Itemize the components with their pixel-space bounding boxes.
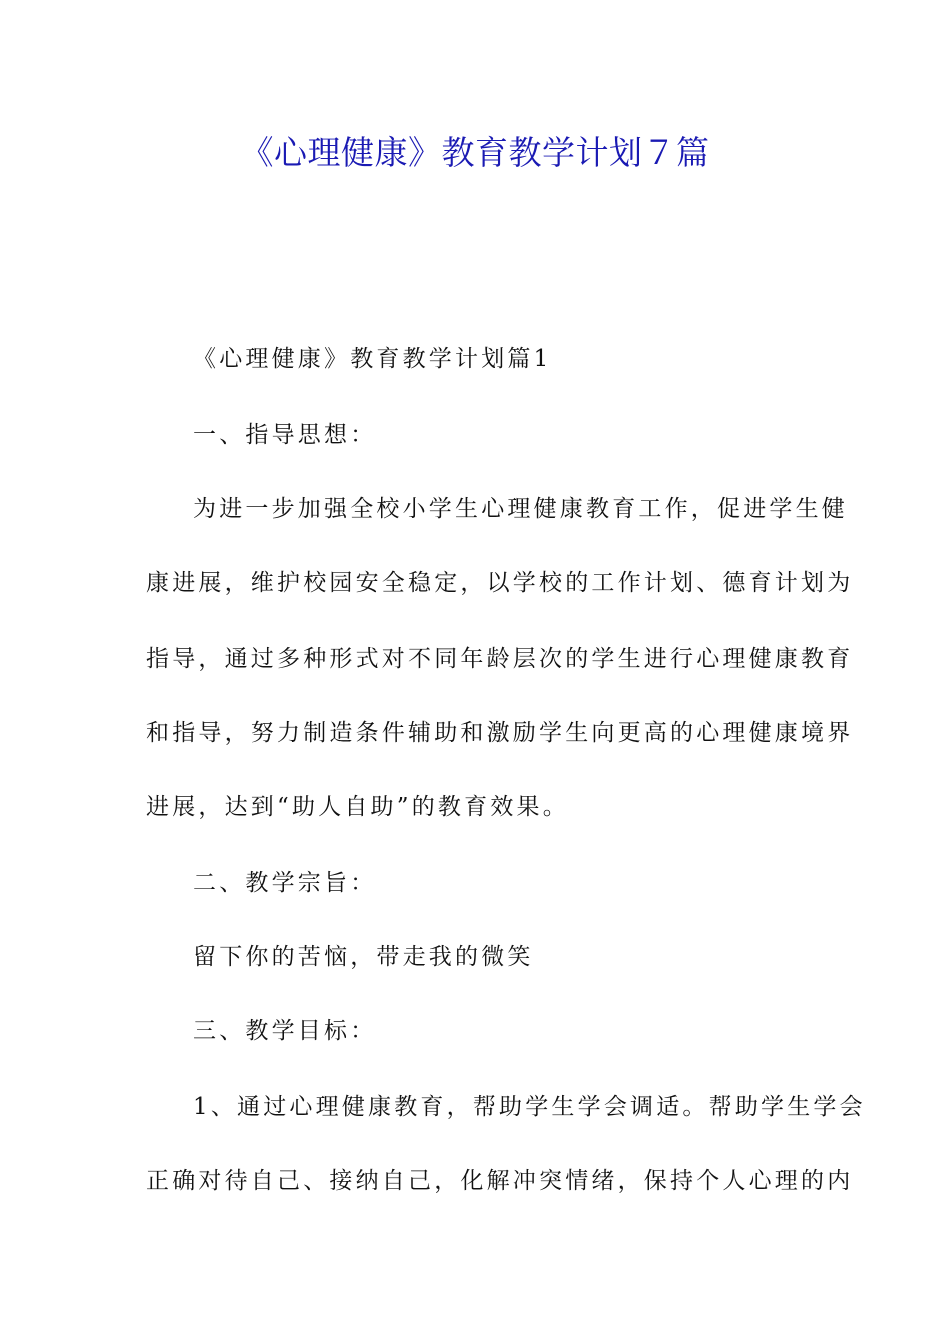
para3-line-2: 正确对待自己、接纳自己，化解冲突情绪，保持个人心理的内: [146, 1168, 854, 1194]
para1-line-4: 和指导，努力制造条件辅助和激励学生向更高的心理健康境界: [146, 720, 854, 746]
para1-line-1: 为进一步加强全校小学生心理健康教育工作，促进学生健: [193, 496, 848, 522]
para3-line-1: 1、通过心理健康教育，帮助学生学会调适。帮助学生学会: [193, 1094, 866, 1120]
para1-line-5: 进展，达到“助人自助”的教育效果。: [146, 794, 569, 820]
para1-line-3: 指导，通过多种形式对不同年龄层次的学生进行心理健康教育: [146, 646, 854, 672]
section2-heading: 二、教学宗旨：: [193, 870, 377, 896]
document-title: 《心理健康》教育教学计划７篇: [240, 133, 710, 172]
para1-line-2: 康进展，维护校园安全稳定，以学校的工作计划、德育计划为: [146, 570, 854, 596]
section1-heading: 一、指导思想：: [193, 422, 377, 448]
section3-heading: 三、教学目标：: [193, 1018, 377, 1044]
section-subtitle: 《心理健康》教育教学计划篇1: [193, 346, 552, 372]
section2-text: 留下你的苦恼，带走我的微笑: [193, 944, 534, 970]
